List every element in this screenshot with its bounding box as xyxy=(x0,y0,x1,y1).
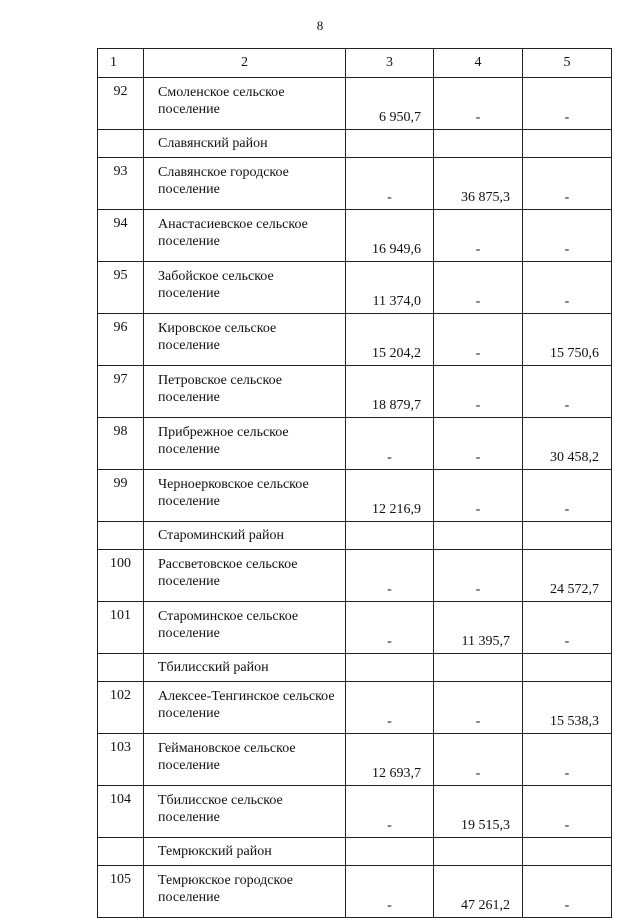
value-cell xyxy=(523,522,612,550)
district-row xyxy=(98,838,612,866)
table-row xyxy=(98,418,612,470)
value-cell: - xyxy=(346,786,434,838)
value-cell xyxy=(434,522,523,550)
value-cell: 47 261,2 xyxy=(434,866,523,918)
settlement-name: Алексее-Тенгинское сельское поселение xyxy=(144,682,346,734)
value-cell: - xyxy=(523,262,612,314)
district-name: Староминский район xyxy=(144,522,346,550)
settlement-name: Забойское сельское поселение xyxy=(144,262,346,314)
value-cell: 11 374,0 xyxy=(346,262,434,314)
value-cell: 15 538,3 xyxy=(523,682,612,734)
row-number: 96 xyxy=(98,314,144,366)
value-cell: - xyxy=(434,262,523,314)
value-cell: 36 875,3 xyxy=(434,158,523,210)
district-name: Тбилисский район xyxy=(144,654,346,682)
table-row xyxy=(98,210,612,262)
value-cell: - xyxy=(434,734,523,786)
settlement-name: Славянское городское поселение xyxy=(144,158,346,210)
row-number-cell xyxy=(98,130,144,158)
row-number: 94 xyxy=(98,210,144,262)
value-cell: - xyxy=(434,418,523,470)
column-header: 5 xyxy=(523,49,612,78)
value-cell: - xyxy=(523,470,612,522)
row-number: 104 xyxy=(98,786,144,838)
row-number: 95 xyxy=(98,262,144,314)
settlement-name: Тбилисское сельское поселение xyxy=(144,786,346,838)
value-cell: - xyxy=(523,786,612,838)
settlement-name: Рассветовское сельское поселение xyxy=(144,550,346,602)
district-row xyxy=(98,654,612,682)
row-number-cell xyxy=(98,838,144,866)
value-cell: 15 750,6 xyxy=(523,314,612,366)
value-cell xyxy=(523,130,612,158)
value-cell: 18 879,7 xyxy=(346,366,434,418)
value-cell: - xyxy=(523,734,612,786)
value-cell: - xyxy=(346,550,434,602)
value-cell: - xyxy=(346,158,434,210)
value-cell xyxy=(523,838,612,866)
table-row xyxy=(98,314,612,366)
table-row xyxy=(98,734,612,786)
budget-table xyxy=(97,48,612,918)
value-cell: 19 515,3 xyxy=(434,786,523,838)
settlement-name: Смоленское сельское поселение xyxy=(144,78,346,130)
column-header: 1 xyxy=(98,49,144,78)
row-number-cell xyxy=(98,522,144,550)
value-cell: - xyxy=(523,78,612,130)
value-cell: 15 204,2 xyxy=(346,314,434,366)
value-cell: - xyxy=(434,366,523,418)
row-number: 97 xyxy=(98,366,144,418)
value-cell: - xyxy=(434,78,523,130)
row-number: 98 xyxy=(98,418,144,470)
value-cell: - xyxy=(346,866,434,918)
value-cell: - xyxy=(434,682,523,734)
district-name: Темрюкский район xyxy=(144,838,346,866)
settlement-name: Прибрежное сельское поселение xyxy=(144,418,346,470)
row-number: 105 xyxy=(98,866,144,918)
value-cell: 30 458,2 xyxy=(523,418,612,470)
value-cell xyxy=(346,522,434,550)
table-row xyxy=(98,550,612,602)
row-number: 101 xyxy=(98,602,144,654)
value-cell: 12 216,9 xyxy=(346,470,434,522)
table-body xyxy=(98,49,612,918)
table-row xyxy=(98,158,612,210)
value-cell: 16 949,6 xyxy=(346,210,434,262)
column-header: 3 xyxy=(346,49,434,78)
table-row xyxy=(98,602,612,654)
settlement-name: Кировское сельское поселение xyxy=(144,314,346,366)
value-cell: - xyxy=(523,366,612,418)
value-cell: - xyxy=(523,866,612,918)
column-header: 4 xyxy=(434,49,523,78)
value-cell: - xyxy=(434,210,523,262)
settlement-name: Петровское сельское поселение xyxy=(144,366,346,418)
row-number: 103 xyxy=(98,734,144,786)
value-cell: - xyxy=(434,314,523,366)
row-number: 100 xyxy=(98,550,144,602)
row-number-cell xyxy=(98,654,144,682)
page-number: 8 xyxy=(316,18,324,33)
table-row xyxy=(98,366,612,418)
value-cell: - xyxy=(434,550,523,602)
header-row xyxy=(98,49,612,78)
district-row xyxy=(98,130,612,158)
settlement-name: Темрюкское городское поселение xyxy=(144,866,346,918)
value-cell: - xyxy=(523,158,612,210)
column-header: 2 xyxy=(144,49,346,78)
value-cell: - xyxy=(346,682,434,734)
district-name: Славянский район xyxy=(144,130,346,158)
value-cell xyxy=(434,654,523,682)
table-row xyxy=(98,786,612,838)
value-cell: - xyxy=(346,418,434,470)
row-number: 93 xyxy=(98,158,144,210)
value-cell: - xyxy=(434,470,523,522)
value-cell: 11 395,7 xyxy=(434,602,523,654)
table-row xyxy=(98,866,612,918)
value-cell xyxy=(346,654,434,682)
table-row xyxy=(98,682,612,734)
value-cell xyxy=(346,130,434,158)
value-cell: 6 950,7 xyxy=(346,78,434,130)
value-cell xyxy=(434,838,523,866)
settlement-name: Староминское сельское поселение xyxy=(144,602,346,654)
value-cell xyxy=(523,654,612,682)
district-row xyxy=(98,522,612,550)
value-cell: 12 693,7 xyxy=(346,734,434,786)
value-cell: - xyxy=(523,602,612,654)
table-row xyxy=(98,470,612,522)
value-cell: - xyxy=(346,602,434,654)
value-cell: 24 572,7 xyxy=(523,550,612,602)
settlement-name: Геймановское сельское поселение xyxy=(144,734,346,786)
row-number: 102 xyxy=(98,682,144,734)
row-number: 92 xyxy=(98,78,144,130)
table-row xyxy=(98,262,612,314)
settlement-name: Черноерковское сельское поселение xyxy=(144,470,346,522)
settlement-name: Анастасиевское сельское поселение xyxy=(144,210,346,262)
table-row xyxy=(98,78,612,130)
value-cell xyxy=(434,130,523,158)
value-cell xyxy=(346,838,434,866)
value-cell: - xyxy=(523,210,612,262)
row-number: 99 xyxy=(98,470,144,522)
